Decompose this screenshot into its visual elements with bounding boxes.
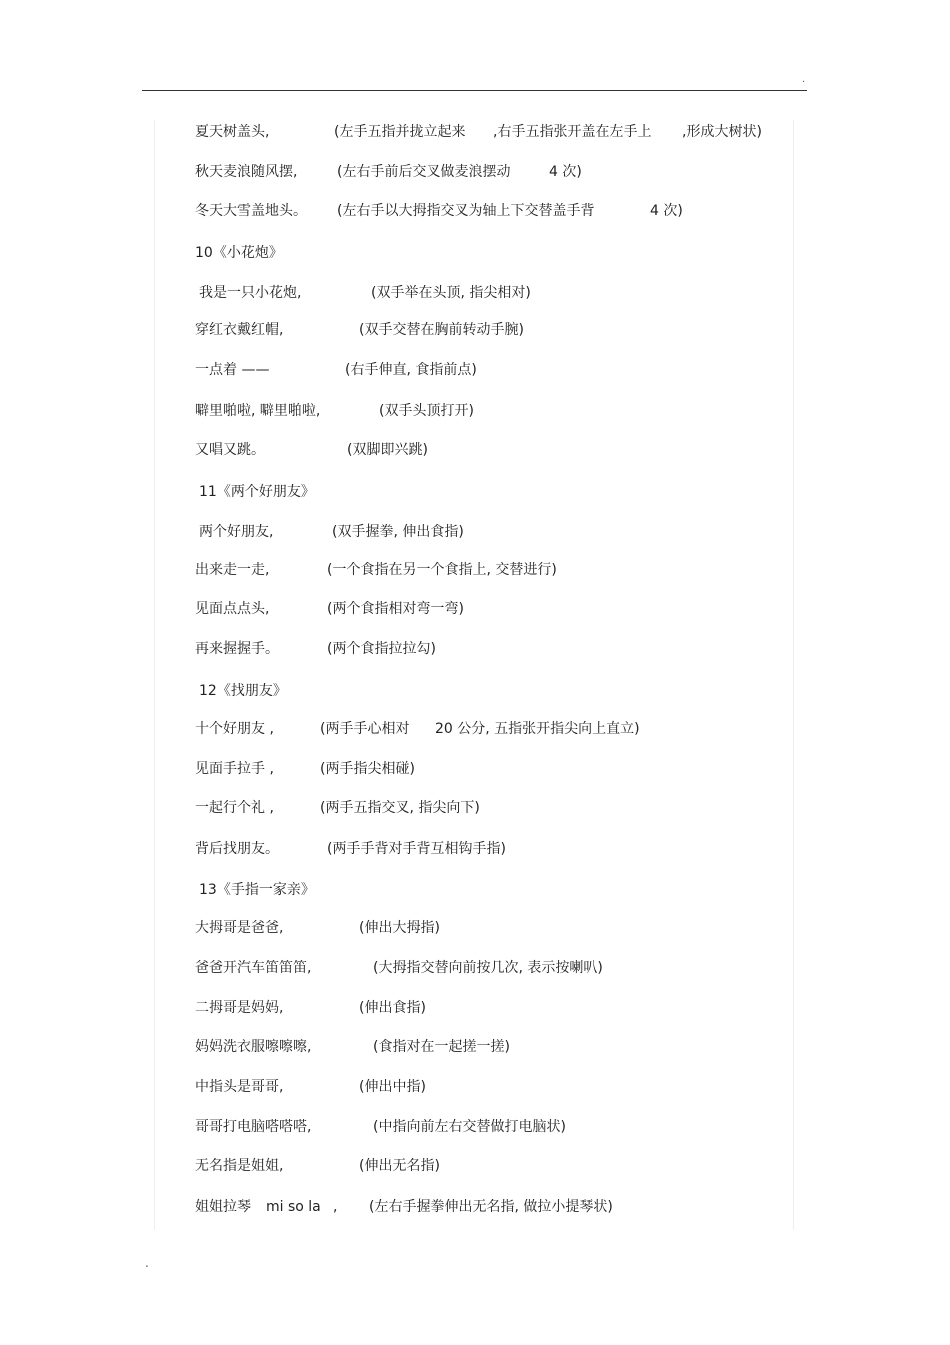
- line-text: 一起行个礼 ,: [195, 800, 274, 816]
- line-text: 又唱又跳。: [195, 442, 265, 458]
- line-text: 10《小花炮》: [195, 245, 283, 261]
- line-annotation: ,右手五指张开盖在左手上: [493, 124, 652, 140]
- line-text: 二拇哥是妈妈,: [195, 1000, 284, 1016]
- line-annotation: (左右手以大拇指交叉为轴上下交替盖手背: [337, 203, 595, 219]
- line-annotation: (两个食指拉拉勾): [327, 641, 436, 657]
- line-annotation: (双手举在头顶, 指尖相对): [371, 285, 531, 301]
- line-text: 妈妈洗衣服嚓嚓嚓,: [195, 1039, 312, 1055]
- line-text: 两个好朋友,: [199, 524, 274, 540]
- line-text: 一点着 ——: [195, 362, 270, 378]
- line-annotation: (两个食指相对弯一弯): [327, 601, 464, 617]
- line-annotation: (左手五指并拢立起来: [334, 124, 466, 140]
- line-annotation: (两手手心相对: [320, 721, 410, 737]
- line-annotation: (右手伸直, 食指前点): [345, 362, 477, 378]
- line-annotation: (伸出食指): [359, 1000, 426, 1016]
- line-text: 12《找朋友》: [199, 683, 287, 699]
- header-rule: [142, 90, 807, 91]
- line-text: 爸爸开汽车笛笛笛,: [195, 960, 312, 976]
- line-annotation: (伸出大拇指): [359, 920, 440, 936]
- line-text: 姐姐拉琴: [195, 1199, 251, 1215]
- line-text: 十个好朋友 ,: [195, 721, 274, 737]
- line-annotation: (伸出无名指): [359, 1158, 440, 1174]
- line-annotation: ,形成大树状): [682, 124, 762, 140]
- line-annotation: (中指向前左右交替做打电脑状): [373, 1119, 566, 1135]
- line-text: 11《两个好朋友》: [199, 484, 315, 500]
- line-annotation: (伸出中指): [359, 1079, 426, 1095]
- line-annotation: (两手五指交叉, 指尖向下): [320, 800, 480, 816]
- corner-mark-top-right: .: [802, 74, 806, 85]
- corner-mark-bottom-left: .: [145, 1256, 149, 1270]
- line-text: 中指头是哥哥,: [195, 1079, 284, 1095]
- line-text: 无名指是姐姐,: [195, 1158, 284, 1174]
- frame-left-border: [154, 120, 155, 1230]
- line-annotation: 4 次): [650, 203, 683, 219]
- line-annotation: 20 公分, 五指张开指尖向上直立): [435, 721, 640, 737]
- line-text: 见面点点头,: [195, 601, 270, 617]
- line-text: 13《手指一家亲》: [199, 882, 315, 898]
- line-text: 再来握握手。: [195, 641, 279, 657]
- line-annotation: (左右手握拳伸出无名指, 做拉小提琴状): [369, 1199, 613, 1215]
- line-text: 夏天树盖头,: [195, 124, 270, 140]
- frame-right-border: [793, 120, 794, 1230]
- line-annotation: (双脚即兴跳): [347, 442, 428, 458]
- line-annotation: (双手头顶打开): [379, 403, 474, 419]
- line-annotation: (双手交替在胸前转动手腕): [359, 322, 524, 338]
- line-annotation: (左右手前后交叉做麦浪摆动: [337, 164, 511, 180]
- line-text: 哥哥打电脑嗒嗒嗒,: [195, 1119, 312, 1135]
- line-annotation: 4 次): [549, 164, 582, 180]
- line-annotation: (两手手背对手背互相钩手指): [327, 841, 506, 857]
- line-text: 穿红衣戴红帽,: [195, 322, 284, 338]
- line-text: 见面手拉手 ,: [195, 761, 274, 777]
- line-annotation: (食指对在一起搓一搓): [373, 1039, 510, 1055]
- line-text: 噼里啪啦, 噼里啪啦,: [195, 403, 321, 419]
- line-text: 大拇哥是爸爸,: [195, 920, 284, 936]
- line-text: 出来走一走,: [195, 562, 270, 578]
- line-text: 秋天麦浪随风摆,: [195, 164, 298, 180]
- line-annotation: (大拇指交替向前按几次, 表示按喇叭): [373, 960, 603, 976]
- line-text: 冬天大雪盖地头。: [195, 203, 307, 219]
- line-annotation: (两手指尖相碰): [320, 761, 415, 777]
- line-annotation: ,: [333, 1199, 338, 1215]
- line-annotation: (双手握拳, 伸出食指): [332, 524, 464, 540]
- line-text: 我是一只小花炮,: [199, 285, 302, 301]
- line-text: 背后找朋友。: [195, 841, 279, 857]
- line-annotation: (一个食指在另一个食指上, 交替进行): [327, 562, 557, 578]
- line-annotation: mi so la: [266, 1199, 321, 1215]
